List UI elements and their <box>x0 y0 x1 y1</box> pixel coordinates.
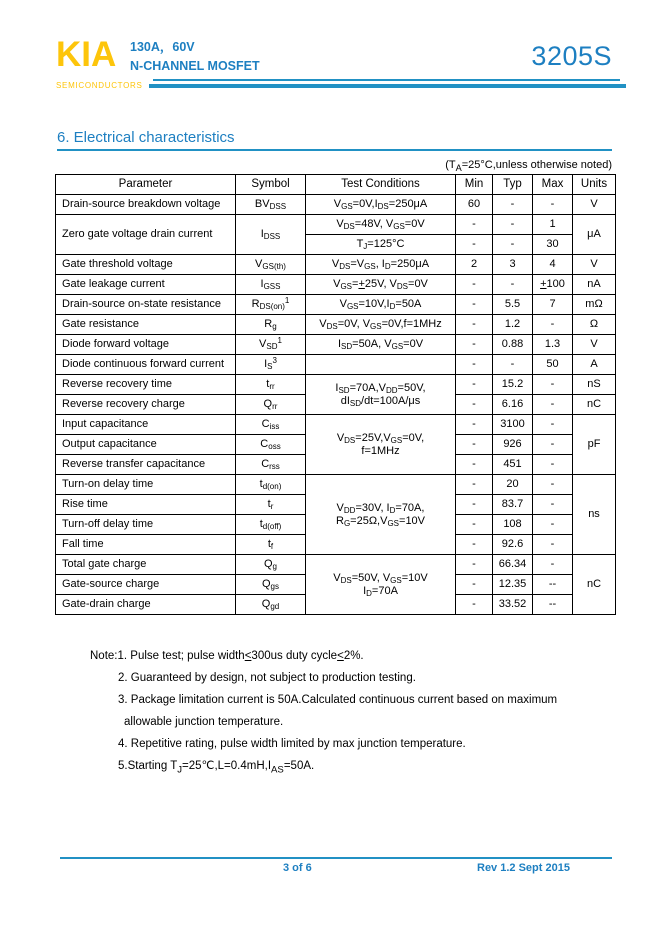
table-cell: 60 <box>456 195 493 215</box>
table-cell: +100 <box>533 275 573 295</box>
table-cell: 92.6 <box>493 535 533 555</box>
table-cell: Diode continuous forward current <box>56 355 236 375</box>
table-cell: Gate leakage current <box>56 275 236 295</box>
table-row <box>56 295 616 315</box>
table-cell: - <box>533 495 573 515</box>
brand-logo: KIA <box>56 35 117 74</box>
device-type: N-CHANNEL MOSFET <box>130 58 260 73</box>
table-cell: Gate-source charge <box>56 575 236 595</box>
table-cell: 108 <box>493 515 533 535</box>
table-cell: $I_S^3$ <box>236 355 306 375</box>
table-cell: - <box>533 475 573 495</box>
table-cell: - <box>493 215 533 235</box>
table-cell: - <box>456 375 493 395</box>
footer-rule <box>60 857 612 859</box>
table-cell: Gate threshold voltage <box>56 255 236 275</box>
table-cell: 2 <box>456 255 493 275</box>
note-line: 4. Repetitive rating, pulse width limited by max junction temperature. <box>118 738 466 750</box>
table-cell <box>306 355 456 375</box>
table-cell: Gate-drain charge <box>56 595 236 615</box>
table-cell: nS <box>573 375 616 395</box>
column-header-min: Min <box>456 175 493 195</box>
table-cell: V <box>573 335 616 355</box>
table-cell: A <box>573 355 616 375</box>
header-rule-thick <box>149 84 626 88</box>
table-cell: 33.52 <box>493 595 533 615</box>
device-rating: 130A，60V <box>130 40 195 54</box>
table-cell: - <box>456 595 493 615</box>
revision-label: Rev 1.2 Sept 2015 <box>477 862 570 874</box>
table-cell: nA <box>573 275 616 295</box>
table-cell: $I_{SD}=70A,V_{DD}=50V$, $dI_{SD}/dt=100A/\mu s$ <box>306 375 456 415</box>
table-cell: $I_{DSS}$ <box>236 215 306 255</box>
notes-block <box>90 645 557 777</box>
table-cell: 4 <box>533 255 573 275</box>
table-cell: $V_{DS}=48V$, $V_{GS}=0V$ <box>306 215 456 235</box>
table-row <box>56 275 616 295</box>
table-cell: $Q_{gs}$ <box>236 575 306 595</box>
table-row <box>56 475 616 495</box>
table-cell: $V_{GS}=0V,I_{DS}=250\mu A$ <box>306 195 456 215</box>
table-cell: $V_{DS}=0V$, $V_{GS}=0V,f=1MHz$ <box>306 315 456 335</box>
electrical-characteristics-table <box>55 174 616 615</box>
device-description <box>130 38 260 76</box>
table-cell: - <box>533 395 573 415</box>
table-cell: Gate resistance <box>56 315 236 335</box>
table-cell: - <box>533 515 573 535</box>
section-title-underline <box>57 149 612 151</box>
table-cell: $t_r$ <box>236 495 306 515</box>
note-line: 5.Starting $T_J=25℃,L=0.4mH,I_{AS}=50A$. <box>118 760 315 776</box>
table-cell: $V_{DS}=V_{GS}$, $I_D=250\mu A$ <box>306 255 456 275</box>
table-cell: - <box>456 215 493 235</box>
table-cell: $V_{DS}=50V$, $V_{GS}=10V$ $I_D=70A$ <box>306 555 456 615</box>
column-header-test-conditions: Test Conditions <box>306 175 456 195</box>
table-cell: - <box>456 275 493 295</box>
table-row <box>56 375 616 395</box>
table-header-row <box>56 175 616 195</box>
table-cell: $V_{DD}=30V$, $I_D=70A$, $R_G=25\Omega,V_{GS}=10V$ <box>306 475 456 555</box>
table-cell: 15.2 <box>493 375 533 395</box>
table-cell: - <box>533 195 573 215</box>
table-cell: - <box>533 535 573 555</box>
table-cell: $I_{GSS}$ <box>236 275 306 295</box>
table-cell: Rise time <box>56 495 236 515</box>
table-cell: $V_{SD}^1$ <box>236 335 306 355</box>
table-cell: $BV_{DSS}$ <box>236 195 306 215</box>
table-cell: $Q_{rr}$ <box>236 395 306 415</box>
table-row <box>56 555 616 575</box>
table-cell: $Q_g$ <box>236 555 306 575</box>
table-cell: $t_{rr}$ <box>236 375 306 395</box>
table-cell: Input capacitance <box>56 415 236 435</box>
table-cell: 3100 <box>493 415 533 435</box>
table-cell: $V_{DS}=25V,V_{GS}=0V$, f=1MHz <box>306 415 456 475</box>
column-header-max: Max <box>533 175 573 195</box>
table-cell: Fall time <box>56 535 236 555</box>
table-cell: $V_{GS}=10V,I_D=50A$ <box>306 295 456 315</box>
table-cell: - <box>456 535 493 555</box>
table-cell: Drain-source on-state resistance <box>56 295 236 315</box>
note-line: allowable junction temperature. <box>124 716 284 728</box>
table-row <box>56 315 616 335</box>
table-cell: - <box>456 415 493 435</box>
table-cell: V <box>573 255 616 275</box>
table-cell: Ω <box>573 315 616 335</box>
table-cell: nC <box>573 395 616 415</box>
table-cell: 83.7 <box>493 495 533 515</box>
table-row <box>56 215 616 235</box>
table-cell: - <box>456 555 493 575</box>
table-cell: -- <box>533 575 573 595</box>
table-cell: 926 <box>493 435 533 455</box>
column-header-typ: Typ <box>493 175 533 195</box>
table-cell: - <box>493 275 533 295</box>
table-cell: 30 <box>533 235 573 255</box>
table-cell: - <box>533 435 573 455</box>
table-cell: $C_{rss}$ <box>236 455 306 475</box>
table-cell: 451 <box>493 455 533 475</box>
table-cell: 1.2 <box>493 315 533 335</box>
table-cell: - <box>456 235 493 255</box>
table-cell: μA <box>573 215 616 255</box>
table-cell: - <box>456 295 493 315</box>
table-cell: 0.88 <box>493 335 533 355</box>
table-cell: $t_f$ <box>236 535 306 555</box>
table-cell: -- <box>533 595 573 615</box>
section-title: 6. Electrical characteristics <box>57 129 235 146</box>
table-cell: - <box>456 315 493 335</box>
table-cell: - <box>456 495 493 515</box>
table-cell: mΩ <box>573 295 616 315</box>
table-cell: - <box>533 455 573 475</box>
table-cell: - <box>533 555 573 575</box>
table-cell: 6.16 <box>493 395 533 415</box>
table-row <box>56 255 616 275</box>
table-cell: - <box>456 355 493 375</box>
table-cell: - <box>456 575 493 595</box>
table-row <box>56 335 616 355</box>
table-cell: - <box>533 315 573 335</box>
table-cell: 1 <box>533 215 573 235</box>
table-cell: - <box>456 335 493 355</box>
table-cell: $C_{oss}$ <box>236 435 306 455</box>
table-cell: - <box>456 455 493 475</box>
table-cell: $I_{SD}=50A$, $V_{GS}=0V$ <box>306 335 456 355</box>
table-cell: $C_{iss}$ <box>236 415 306 435</box>
table-cell: nC <box>573 555 616 615</box>
table-cell: ns <box>573 475 616 555</box>
column-header-symbol: Symbol <box>236 175 306 195</box>
table-cell: Diode forward voltage <box>56 335 236 355</box>
table-cell: Reverse recovery time <box>56 375 236 395</box>
table-cell: $V_{GS}=+25V$, $V_{DS}=0V$ <box>306 275 456 295</box>
table-cell: 7 <box>533 295 573 315</box>
table-cell: 5.5 <box>493 295 533 315</box>
table-cell: Turn-on delay time <box>56 475 236 495</box>
table-cell: Output capacitance <box>56 435 236 455</box>
column-header-parameter: Parameter <box>56 175 236 195</box>
table-cell: - <box>493 195 533 215</box>
table-cell: Reverse transfer capacitance <box>56 455 236 475</box>
table-cell: - <box>493 355 533 375</box>
table-cell: $t_{d(on)}$ <box>236 475 306 495</box>
brand-logo-subtitle: SEMICONDUCTORS <box>56 81 143 90</box>
table-cell: - <box>493 235 533 255</box>
test-condition-note: ($T_A=25^\circ C,unless$ otherwise noted) <box>445 159 612 174</box>
table-cell: - <box>533 375 573 395</box>
table-cell: Zero gate voltage drain current <box>56 215 236 255</box>
table-row <box>56 195 616 215</box>
table-cell: 3 <box>493 255 533 275</box>
table-cell: $Q_{gd}$ <box>236 595 306 615</box>
table-cell: $R_{DS(on)}^1$ <box>236 295 306 315</box>
table-cell: $t_{d(off)}$ <box>236 515 306 535</box>
table-cell: - <box>456 435 493 455</box>
part-number: 3205S <box>531 41 612 71</box>
table-cell: V <box>573 195 616 215</box>
table-cell: 1.3 <box>533 335 573 355</box>
header-rule-thin <box>153 79 620 81</box>
note-line: Note:1. Pulse test; pulse width<300us duty cycle<2%. <box>90 650 364 662</box>
table-cell: - <box>533 415 573 435</box>
note-line: 2. Guaranteed by design, not subject to production testing. <box>118 672 416 684</box>
table-cell: pF <box>573 415 616 475</box>
table-cell: Total gate charge <box>56 555 236 575</box>
table-cell: Reverse recovery charge <box>56 395 236 415</box>
table-cell: - <box>456 515 493 535</box>
column-header-units: Units <box>573 175 616 195</box>
table-cell: $T_J=125^\circ C$ <box>306 235 456 255</box>
table-cell: Turn-off delay time <box>56 515 236 535</box>
table-cell: 12.35 <box>493 575 533 595</box>
table-cell: $V_{GS(th)}$ <box>236 255 306 275</box>
table-cell: - <box>456 395 493 415</box>
table-cell: 66.34 <box>493 555 533 575</box>
table-cell: 50 <box>533 355 573 375</box>
page-number: 3 of 6 <box>283 862 312 874</box>
table-row <box>56 355 616 375</box>
table-cell: $R_g$ <box>236 315 306 335</box>
table-cell: 20 <box>493 475 533 495</box>
table-cell: Drain-source breakdown voltage <box>56 195 236 215</box>
note-line: 3. Package limitation current is 50A.Calculated continuous current based on maximum <box>118 694 558 706</box>
table-row <box>56 415 616 435</box>
table-cell: - <box>456 475 493 495</box>
